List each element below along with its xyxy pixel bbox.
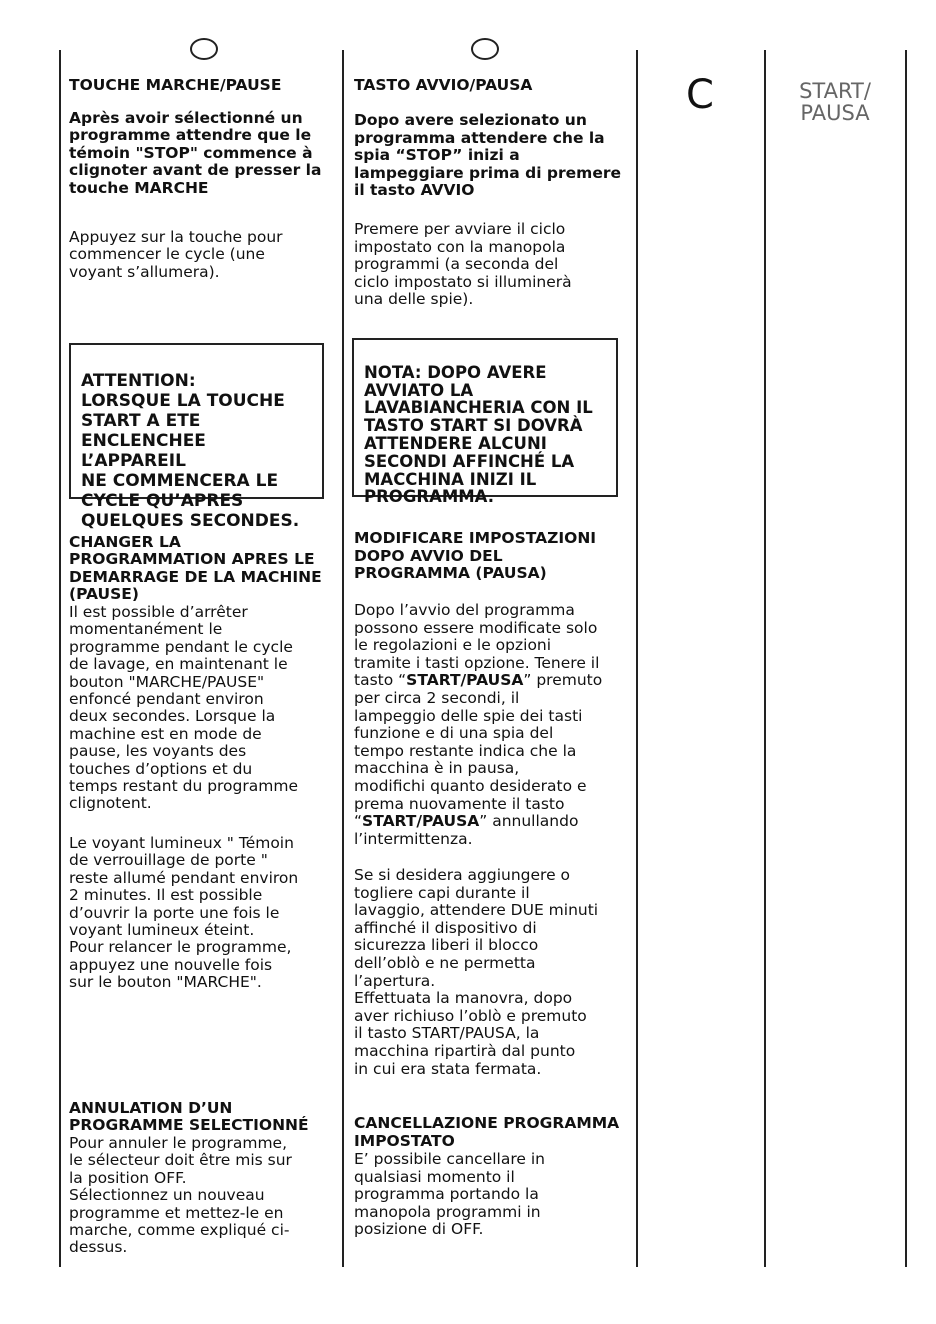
it-modify-text bbox=[354, 602, 629, 848]
fr-attention-text: ATTENTION: LORSQUE LA TOUCHE START A ETE ENCLENCHEE L’APPAREIL NE COMMENCERA LE CYCLE QU’APRES QUELQUES SECONDES. bbox=[81, 371, 300, 531]
it-modify-bold-2: START/PAUSA bbox=[362, 812, 480, 831]
fr-change-text: Il est possible d’arrêter momentanément le programme pendant le cycle de lavage, en maintenant le bouton "MARCHE/PAUSE" enfoncé pendant environ deux secondes. Lorsque la machine est en mode de pause, les voyants des touches d’options et du temps restant du programme clignotent. bbox=[69, 603, 298, 813]
it-modify-text-part2: ” premuto per circa 2 secondi, il lampeggio delle spie dei tasti funzione e di una spia del tempo restante indica che la macchina è in pausa, modifichi quanto desiderato e prema nuovamente il tasto “ bbox=[354, 671, 603, 831]
it-cancel-title: CANCELLAZIONE PROGRAMMA IMPOSTATO bbox=[354, 1114, 620, 1150]
it-add-text: Se si desidera aggiungere o togliere capi durante il lavaggio, attendere DUE minuti affinché il dispositivo di sicurezza liberi il blocco dell’oblò e ne permetta l’apertura. Effettuata la manovra, dopo aver richiuso l’oblò e premuto il tasto START/PAUSA, la macchina ripartirà dal punto in cui era stata fermata. bbox=[354, 866, 599, 1078]
column-rule-left bbox=[59, 50, 61, 1267]
column-rule-right bbox=[636, 50, 638, 1267]
it-cancel-text: E’ possibile cancellare in qualsiasi momento il programma portando la manopola programmi in posizione di OFF. bbox=[354, 1150, 545, 1239]
fr-intro-text: Appuyez sur la touche pour commencer le cycle (une voyant s’allumera). bbox=[69, 228, 283, 281]
column-rule-middle bbox=[342, 50, 344, 1267]
fr-title: TOUCHE MARCHE/PAUSE bbox=[69, 76, 282, 94]
it-intro-text: Premere per avviare il ciclo impostato con la manopola programmi (a seconda del ciclo impostato si illuminerà una delle spie). bbox=[354, 220, 572, 309]
it-title: TASTO AVVIO/PAUSA bbox=[354, 76, 533, 94]
fr-cancel-title: ANNULATION D’UN PROGRAMME SELECTIONNÉ bbox=[69, 1099, 309, 1135]
it-modify-title: MODIFICARE IMPOSTAZIONI DOPO AVVIO DEL PROGRAMMA (PAUSA) bbox=[354, 529, 597, 583]
language-marker-it bbox=[471, 38, 499, 60]
it-nota-box bbox=[352, 338, 618, 507]
section-letter: C bbox=[686, 72, 714, 118]
it-modify-text-part1: Dopo l’avvio del programma possono essere modificate solo le regolazioni e le opzioni tramite i tasti opzione. Tenere il tasto “ bbox=[354, 601, 600, 690]
column-rule-side bbox=[764, 50, 766, 1267]
language-marker-fr bbox=[190, 38, 218, 60]
section-label: START/ PAUSA bbox=[799, 79, 871, 125]
it-modify-text-part3: ” annullando l’intermittenza. bbox=[354, 812, 579, 848]
fr-intro-bold: Après avoir sélectionné un programme attendre que le témoin "STOP" commence à clignoter avant de presser la touche MARCHE bbox=[69, 109, 322, 197]
it-nota-text: NOTA: DOPO AVERE AVVIATO LA LAVABIANCHERIA CON IL TASTO START SI DOVRÀ ATTENDERE ALCUNI SECONDI AFFINCHÉ LA MACCHINA INIZI IL PROGRAMMA. bbox=[364, 362, 593, 507]
it-modify-bold-1: START/PAUSA bbox=[406, 671, 524, 690]
fr-door-text: Le voyant lumineux " Témoin de verrouillage de porte " reste allumé pendant environ 2 minutes. Il est possible d’ouvrir la porte une fois le voyant lumineux éteint. Pour relancer le programme, appuyez une nouvelle fois sur le bouton "MARCHE". bbox=[69, 834, 299, 992]
fr-cancel-text: Pour annuler le programme, le sélecteur doit être mis sur la position OFF. Sélectionnez un nouveau programme et mettez-le en marche, comme expliqué ci- dessus. bbox=[69, 1134, 292, 1257]
fr-change-title: CHANGER LA PROGRAMMATION APRES LE DEMARRAGE DE LA MACHINE (PAUSE) bbox=[69, 533, 322, 604]
column-rule-edge bbox=[905, 50, 907, 1267]
fr-attention-box bbox=[69, 343, 324, 531]
it-intro-bold: Dopo avere selezionato un programma attendere che la spia “STOP” inizi a lampeggiare prima di premere il tasto AVVIO bbox=[354, 111, 621, 200]
